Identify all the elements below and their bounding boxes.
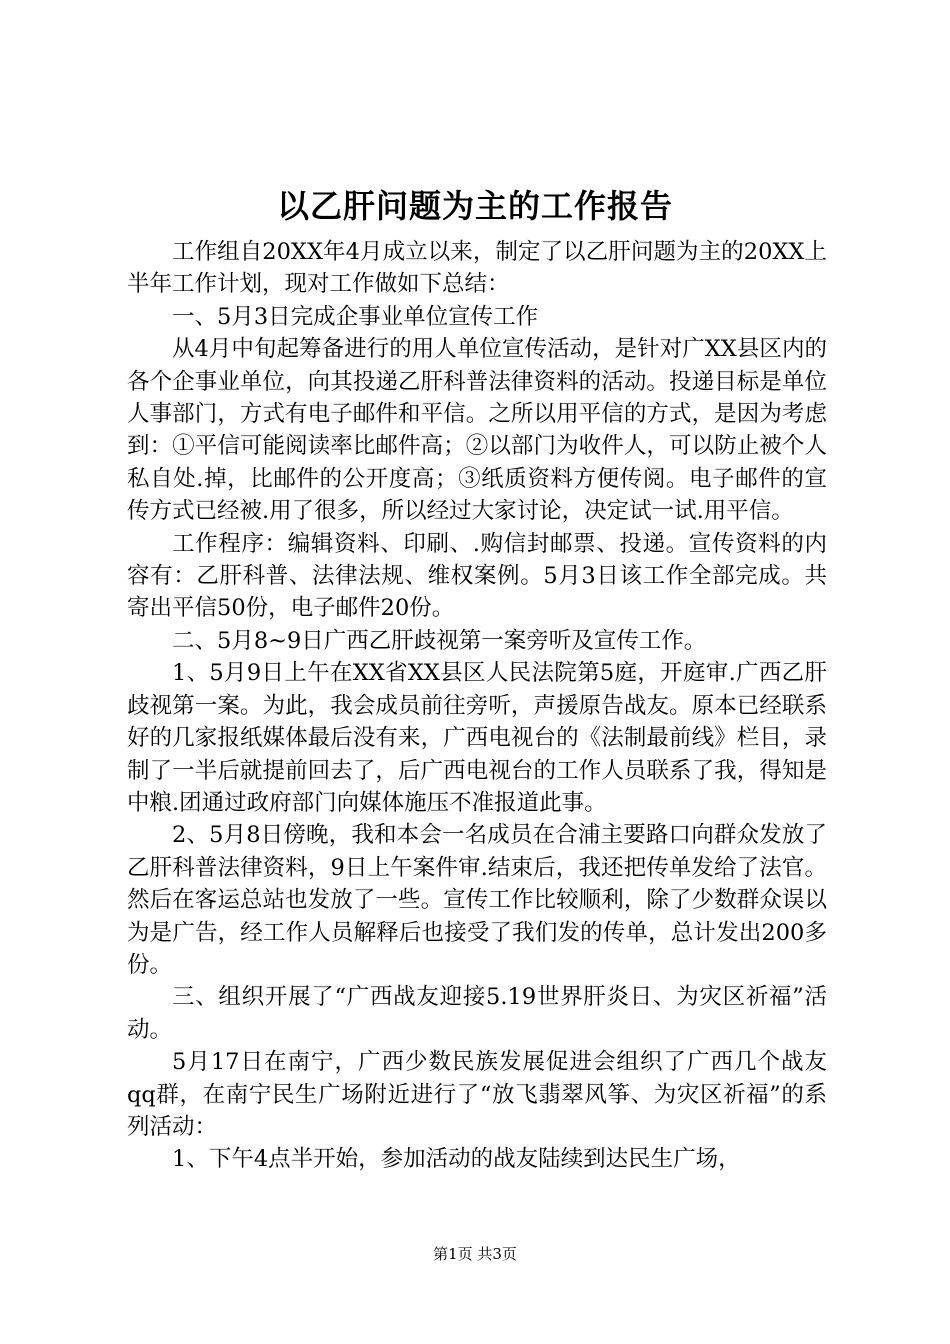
paragraph: 1、5月9日上午在XX省XX县区人民法院第5庭，开庭审.广西乙肝歧视第一案。为此，我会成员前往旁听，声援原告战友。原本已经联系好的几家报纸媒体最后没有来，广西电视台的《法制最前线》栏目，录制了一半后就提前回去了，后广西电视台的工作人员联系了我，得知是中粮.团通过政府部门向媒体施压不准报道此事。 — [127, 660, 827, 816]
paragraph: 5月17日在南宁，广西少数民族发展促进会组织了广西几个战友qq群，在南宁民生广场附近进行了“放飞翡翠风筝、为灾区祈福”的系列活动： — [127, 1049, 827, 1140]
paragraph: 1、下午4点半开始，参加活动的战友陆续到达民生广场， — [172, 1146, 741, 1173]
section-heading: 三、组织开展了“广西战友迎接5.19世界肝炎日、为灾区祈福”活动。 — [127, 984, 827, 1043]
paragraph: 工作组自20XX年4月成立以来，制定了以乙肝问题为主的20XX上半年工作计划，现对工作做如下总结： — [127, 239, 827, 298]
section-heading: 一、5月3日完成企事业单位宣传工作 — [172, 303, 539, 330]
section-heading: 二、5月8~9日广西乙肝歧视第一案旁听及宣传工作。 — [172, 627, 707, 654]
document-body — [127, 236, 827, 1176]
document-title: 以乙肝问题为主的工作报告 — [276, 187, 673, 225]
paragraph: 从4月中旬起筹备进行的用人单位宣传活动，是针对广XX县区内的各个企事业单位，向其投递乙肝科普法律资料的活动。投递目标是单位人事部门，方式有电子邮件和平信。之所以用平信的方式，是因为考虑到：①平信可能阅读率比邮件高；②以部门为收件人，可以防止被个人私自处.掉，比邮件的公开度高；③纸质资料方便传阅。电子邮件的宣传方式已经被.用了很多，所以经过大家讨论，决定试一试.用平信。 — [127, 336, 827, 525]
paragraph: 工作程序：编辑资料、印刷、.购信封邮票、投递。宣传资料的内容有：乙肝科普、法律法规、维权案例。5月3日该工作全部完成。共寄出平信50份，电子邮件20份。 — [127, 530, 827, 622]
page-footer: 第1页 共3页 — [433, 1245, 517, 1263]
paragraph: 2、5月8日傍晚，我和本会一名成员在合浦主要路口向群众发放了乙肝科普法律资料，9日上午案件审.结束后，我还把传单发给了法官。然后在客运总站也发放了一些。宣传工作比较顺利，除了少数群众误以为是广告，经工作人员解释后也接受了我们发的传单，总计发出200多份。 — [127, 822, 827, 978]
